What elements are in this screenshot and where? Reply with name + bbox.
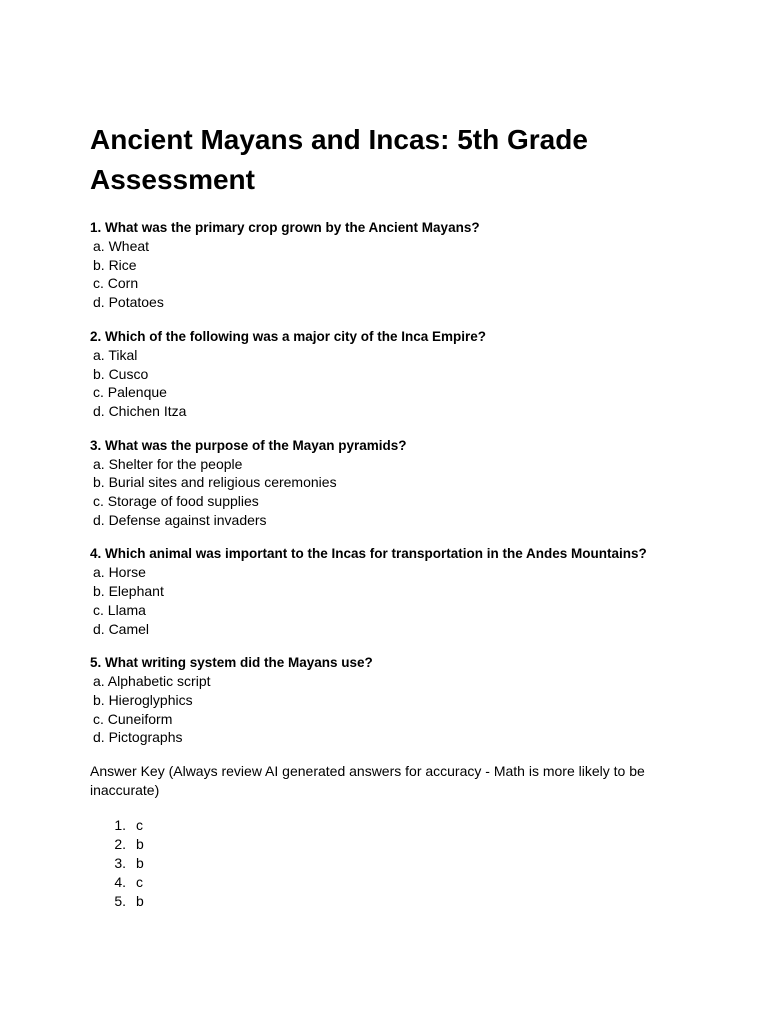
answer-number: 3. [114, 855, 126, 872]
option-c: c. Storage of food supplies [93, 493, 259, 510]
question-text: 1. What was the primary crop grown by the Ancient Mayans? [90, 220, 480, 235]
question-4 [90, 544, 690, 638]
option-c: c. Llama [93, 601, 146, 618]
option-c: c. Palenque [93, 384, 167, 401]
option-a: a. Alphabetic script [93, 673, 211, 690]
option-d: d. Chichen Itza [93, 402, 187, 419]
question-text: 2. Which of the following was a major city of the Inca Empire? [90, 328, 487, 344]
answer-number: 5. [114, 893, 126, 910]
question-2 [90, 327, 690, 421]
option-a: a. Wheat [93, 238, 150, 254]
option-a: a. Shelter for the people [93, 455, 243, 472]
answer-number: 2. [114, 836, 126, 853]
option-b: b. Rice [93, 256, 137, 273]
answer-number: 4. [114, 874, 126, 891]
answer-key-list [90, 816, 690, 911]
option-c: c. Corn [93, 275, 139, 292]
option-b: b. Elephant [93, 583, 164, 600]
answer-key-item [90, 873, 690, 892]
option-d: d. Pictographs [93, 729, 183, 746]
answer-value: b [136, 893, 144, 910]
answer-value: b [136, 855, 144, 872]
question-5 [90, 653, 690, 747]
document-title: Ancient Mayans and Incas: 5th Grade Assessment [90, 124, 588, 195]
answer-key-item [90, 892, 690, 911]
question-text: 5. What writing system did the Mayans use? [90, 655, 373, 671]
option-a: a. Horse [93, 564, 146, 581]
question-3 [90, 436, 690, 530]
question-1 [90, 218, 690, 312]
document-page [90, 120, 690, 911]
question-text: 3. What was the purpose of the Mayan pyramids? [90, 437, 407, 453]
option-d: d. Camel [93, 620, 150, 637]
answer-key-item [90, 816, 690, 835]
option-c: c. Cuneiform [93, 710, 173, 727]
answer-key-item [90, 854, 690, 873]
question-text: 4. Which animal was important to the Incas for transportation in the Andes Mountains? [90, 546, 647, 562]
option-a: a. Tikal [93, 346, 138, 363]
option-b: b. Hieroglyphics [93, 691, 193, 708]
option-b: b. Cusco [93, 365, 149, 382]
answer-key-intro: Answer Key (Always review AI generated answers for accuracy - Math is more likely to be inaccurate) [90, 763, 645, 799]
option-d: d. Defense against invaders [93, 511, 267, 528]
option-d: d. Potatoes [93, 294, 164, 311]
answer-value: c [136, 874, 143, 891]
option-b: b. Burial sites and religious ceremonies [93, 474, 337, 491]
answer-key-item [90, 835, 690, 854]
answer-value: c [136, 817, 143, 834]
answer-value: b [136, 836, 144, 853]
answer-number: 1. [114, 817, 126, 834]
